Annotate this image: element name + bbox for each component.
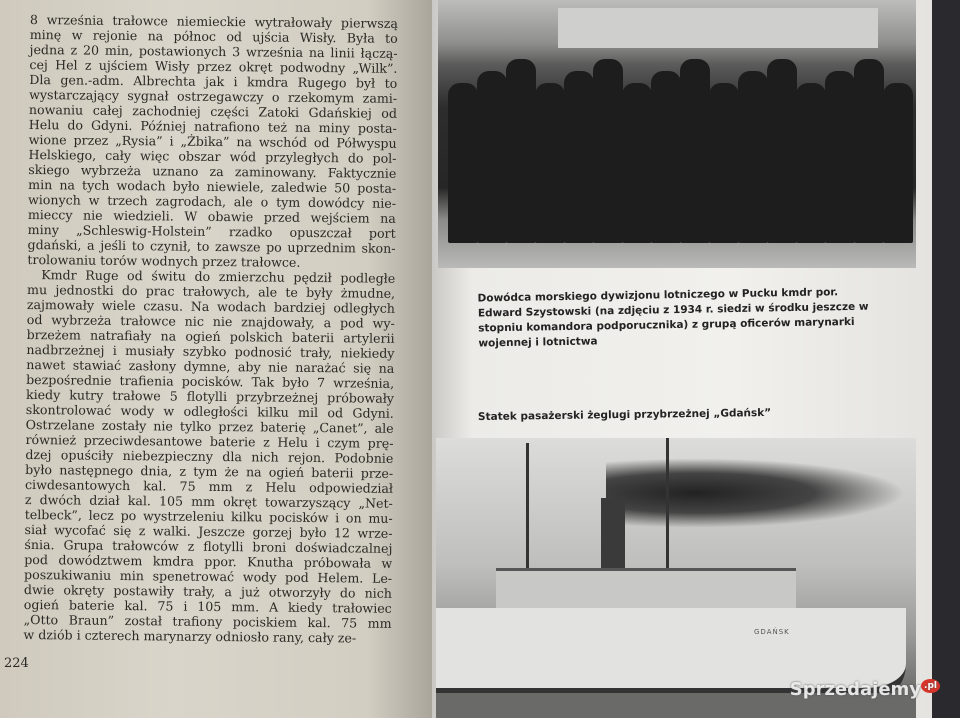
text-line: nawet stawiać zasłony dymne, aby nie narażać się na xyxy=(26,356,395,376)
ship-funnel xyxy=(601,498,625,573)
text-line: skontrolować wody w odległości kilku mil od Gdyni. xyxy=(25,401,394,421)
text-line: trolowaniu torów wodnych przez trałowce. xyxy=(27,251,301,270)
officer-figure xyxy=(680,59,710,243)
officer-figure xyxy=(622,83,652,243)
text-line: jedna z 20 min, postawionych 3 września na linii łączą- xyxy=(29,41,398,61)
ship-superstructure xyxy=(496,568,796,613)
text-line: „Otto Braun” został trafiony pociskiem kal. 75 mm xyxy=(23,611,392,631)
text-line: było następnego dnia, z tym że na ogień baterii prze- xyxy=(25,461,394,481)
ship-hull-name: GDAŃSK xyxy=(754,628,790,636)
officer-figure xyxy=(564,71,594,243)
text-line: minę w rejonie na północ od ujścia Wisły. Była to xyxy=(29,26,398,46)
officer-figure xyxy=(651,71,681,243)
officer-figure xyxy=(854,59,884,243)
text-line: bezpośrednie trafienia pocisków. Tak było 7 września, xyxy=(26,371,395,391)
officer-figure xyxy=(709,83,739,243)
text-line: mu jednostki do prac trałowych, ale te były żmudne, xyxy=(27,281,396,301)
officer-figure xyxy=(738,71,768,243)
text-line: również przeciwdesantowe baterie z Helu i czym prę- xyxy=(25,431,394,451)
text-line: mieccy nie wiedzieli. W obawie przed wejściem na xyxy=(27,206,396,226)
text-line: siał wycofać się z walki. Jeszcze gorzej było 12 wrze- xyxy=(24,521,393,541)
officer-figure xyxy=(883,83,913,243)
ship-mast xyxy=(666,438,669,588)
text-line: Helu do Gdyni. Później natrafiono też na miny posta- xyxy=(28,116,397,136)
text-line: wione przez „Rysia” i „Żbika” na wschód od Półwyspu xyxy=(28,131,397,151)
officer-figure xyxy=(506,59,536,243)
text-line: 8 września trałowce niemieckie wytrałowały pierwszą xyxy=(29,12,398,31)
text-line: wionych w trzech zagrodach, ale o tym dowódcy nie- xyxy=(27,191,397,211)
smoke-plume xyxy=(606,458,906,528)
text-line: nowaniu całej zachodniej części Zatoki Gdańskiej od xyxy=(28,101,398,121)
text-line: min na tych wodach było niewiele, zaledwie 50 posta- xyxy=(28,176,397,196)
text-line: Ostrzelane zostały nie tylko przez baterię „Canet”, ale xyxy=(25,416,394,436)
text-line: skiego wybrzeża uznano za zaminowany. Faktycznie xyxy=(28,161,397,181)
text-line: dzej opuściły niebezpieczny dla nich rejon. Podobnie xyxy=(25,446,394,466)
officer-figure xyxy=(448,83,478,243)
text-line: z dwóch dział kal. 105 mm okręt towarzyszący „Net- xyxy=(24,491,393,511)
page-number: 224 xyxy=(4,656,29,671)
text-line: Kmdr Ruge od świtu do zmierzchu pędził podległe xyxy=(41,267,396,286)
ship-photo xyxy=(436,438,916,718)
text-line: brzeżem natrafiały na ogień polskich baterii artylerii xyxy=(26,326,395,346)
text-line: kiedy kutry trałowe 5 flotylli przybrzeżnej próbowały xyxy=(25,386,395,406)
photo-caption-officers: Dowódca morskiego dywizjonu lotniczego w Pucku kmdr por. Edward Szystowski (na zdjęciu z 1934 r. siedzi w środku jeszcze w stopniu komandora podporucznika) z grupą oficerów marynarki wojennej i lotnictwa xyxy=(477,286,869,350)
text-line: ogień baterie kal. 75 i 105 mm. A kiedy trałowiec xyxy=(23,596,392,616)
text-line: zajmowały wiele czasu. Na wodach bardziej odległych xyxy=(26,296,395,316)
text-line: telbeck”, lecz po wystrzeleniu kilku pocisków i on mu- xyxy=(24,506,393,526)
text-line: wystarczający sygnał ostrzegawczy o rzekomym zami- xyxy=(29,86,398,106)
text-line: od wybrzeża trałowce nic nie znajdowały, a pod wy- xyxy=(26,311,395,331)
officer-figure xyxy=(767,59,797,243)
officer-figure xyxy=(796,83,826,243)
text-line: ciwdesantowych kal. 75 mm z Helu odpowiedział xyxy=(24,476,394,496)
text-line: śnia. Grupa trałowców z flotylli broni doświadczalnej xyxy=(24,536,393,556)
group-photo-officers xyxy=(438,0,916,268)
text-line: Dla gen.-adm. Albrechta jak i kmdra Rugego był to xyxy=(29,71,398,91)
left-book-page xyxy=(0,0,432,718)
text-line: pod dowództwem kmdra ppor. Knutha próbowała w xyxy=(24,551,393,571)
text-line: Helskiego, cały więc obszar wód przyległych do pol- xyxy=(28,146,397,166)
watermark-text: Sprzedajemy xyxy=(789,679,922,700)
text-line: nadbrzeżnej i musiały szybko podnosić trały, niekiedy xyxy=(26,341,395,361)
text-line: poszukiwaniu min spenetrować wody pod Helem. Le- xyxy=(24,566,393,586)
text-line: gdański, a jeśli to czynił, to zawsze po uprzednim skon- xyxy=(27,236,396,256)
text-line: w dziób i czterech marynarzy odniosło rany, cały ze- xyxy=(23,626,357,646)
text-line: cej Hel z ujściem Wisły przez okręt podwodny „Wilk”. xyxy=(29,56,398,76)
officer-figure xyxy=(825,71,855,243)
officer-figure xyxy=(593,59,623,243)
officer-figure xyxy=(535,83,565,243)
watermark-logo xyxy=(790,679,940,700)
text-line: miny „Schleswig-Holstein” rzadko opuszczał port xyxy=(27,221,396,241)
text-line: dwie okręty postawiły trały, a już otworzyły do nich xyxy=(23,581,393,601)
officer-figure xyxy=(477,71,507,243)
hangar-roof xyxy=(558,8,878,48)
photo-caption-ship: Statek pasażerski żeglugi przybrzeżnej „Gdańsk” xyxy=(477,406,772,424)
watermark-suffix: .pl xyxy=(921,679,940,693)
right-book-page xyxy=(432,0,932,718)
body-text xyxy=(23,12,398,646)
